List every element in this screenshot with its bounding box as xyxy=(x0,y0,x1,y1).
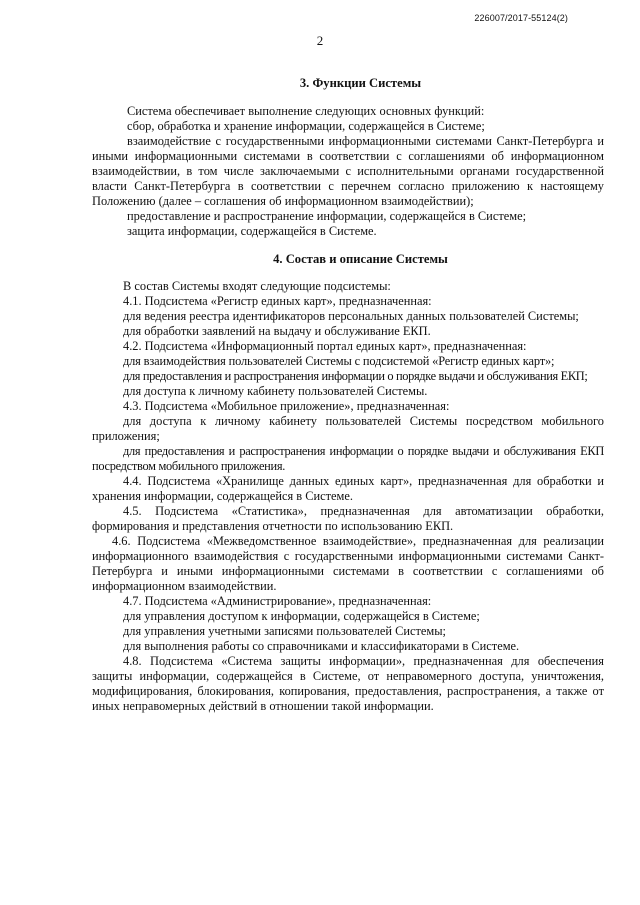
paragraph: 4.4. Подсистема «Хранилище данных единых карт», предназначенная для обработки и хранения информации, содержащейся в Системе. xyxy=(92,474,604,503)
list-item: для выполнения работы со справочниками и классификаторами в Системе. xyxy=(123,639,520,653)
paragraph: В состав Системы входят следующие подсистемы: xyxy=(123,279,391,293)
subsection-heading: 4.1. Подсистема «Регистр единых карт», предназначенная: xyxy=(123,294,432,308)
document-number: 226007/2017-55124(2) xyxy=(474,13,568,23)
section-4-title: 4. Состав и описание Системы xyxy=(273,252,448,266)
subsection-heading: 4.2. Подсистема «Информационный портал единых карт», предназначенная: xyxy=(123,339,527,353)
paragraph: сбор, обработка и хранение информации, содержащейся в Системе; xyxy=(127,119,485,133)
list-item: для ведения реестра идентификаторов персональных данных пользователей Системы; xyxy=(123,309,579,323)
subsection-heading: 4.7. Подсистема «Администрирование», предназначенная: xyxy=(123,594,432,608)
list-item: для взаимодействия пользователей Системы с подсистемой «Регистр единых карт»; xyxy=(123,354,555,368)
list-item: для предоставления и распространения информации о порядке выдачи и обслуживания ЕКП; xyxy=(123,369,588,383)
list-item: для доступа к личному кабинету пользователей Системы посредством мобильного приложения; xyxy=(92,414,604,443)
paragraph: 4.6. Подсистема «Межведомственное взаимодействие», предназначенная для реализации информационного взаимодействия с государственными информационными системами Санкт-Петербурга и иными информационными системами в соответствии с соглашениями об информационном взаимодействии. xyxy=(92,534,604,593)
paragraph: защита информации, содержащейся в Системе. xyxy=(127,224,377,238)
list-item: для доступа к личному кабинету пользователей Системы. xyxy=(123,384,428,398)
subsection-heading: 4.3. Подсистема «Мобильное приложение», предназначенная: xyxy=(123,399,450,413)
document-body xyxy=(92,76,604,714)
paragraph: предоставление и распространение информации, содержащейся в Системе; xyxy=(127,209,527,223)
section-3-title: 3. Функции Системы xyxy=(299,76,422,90)
list-item: для управления учетными записями пользователей Системы; xyxy=(123,624,446,638)
list-item: для обработки заявлений на выдачу и обслуживание ЕКП. xyxy=(123,324,431,338)
page-number: 2 xyxy=(316,33,324,48)
paragraph: 4.5. Подсистема «Статистика», предназначенная для автоматизации обработки, формирования и представления отчетности по использованию ЕКП. xyxy=(92,504,604,533)
list-item: для управления доступом к информации, содержащейся в Системе; xyxy=(123,609,480,623)
list-item: для предоставления и распространения информации о порядке выдачи и обслуживания ЕКП посредством мобильного приложения. xyxy=(92,444,604,473)
paragraph: Система обеспечивает выполнение следующих основных функций: xyxy=(127,104,485,118)
paragraph: взаимодействие с государственными информационными системами Санкт-Петербурга и иными информационными системами в соответствии с соглашениями об информационном взаимодействии, в том числе заключаемыми с исполнительными органами государственной власти Санкт-Петербурга в соответствии с перечнем согласно приложению к настоящему Положению (далее – соглашения об информационном взаимодействии); xyxy=(92,134,604,208)
paragraph: 4.8. Подсистема «Система защиты информации», предназначенная для обеспечения защиты информации, содержащейся в Системе, от неправомерного доступа, уничтожения, модифицирования, блокирования, копирования, предоставления, распространения, а также от иных неправомерных действий в отношении такой информации. xyxy=(92,654,604,713)
